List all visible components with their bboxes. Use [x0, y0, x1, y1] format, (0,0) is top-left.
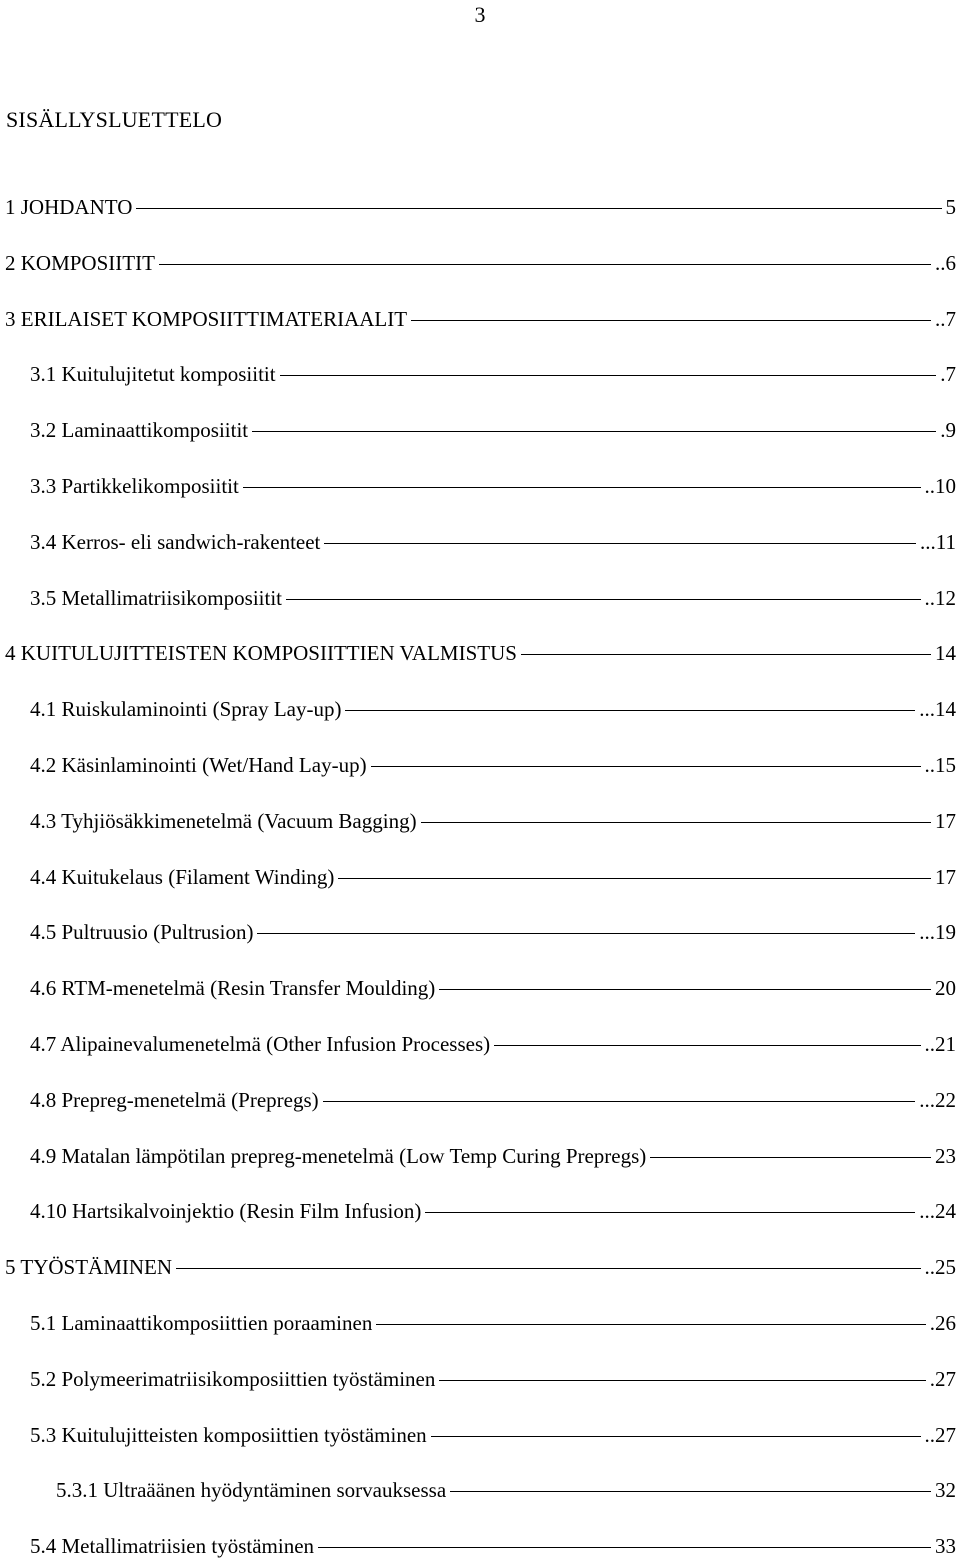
toc-entry	[30, 1086, 956, 1114]
toc-leader-line	[439, 989, 931, 990]
toc-entry	[30, 360, 956, 388]
toc-entry	[30, 528, 956, 556]
toc-entry-page: ...19	[919, 920, 956, 945]
toc-entry	[30, 416, 956, 444]
toc-entry	[5, 249, 956, 277]
toc-entry-text: 3 ERILAISET KOMPOSIITTIMATERIAALIT	[5, 306, 408, 331]
toc-entry-text: 5 TYÖSTÄMINEN	[5, 1255, 173, 1280]
toc-leader-line	[323, 1101, 916, 1102]
toc-entry	[30, 863, 956, 891]
toc-entry-page: 23	[935, 1143, 956, 1168]
toc-entry	[30, 918, 956, 946]
toc-entry-text: 4.5 Pultruusio (Pultrusion)	[30, 920, 254, 945]
toc-entry-page: ..7	[935, 306, 956, 331]
toc-entry	[30, 1030, 956, 1058]
toc-entry-text: 5.3.1 Ultraäänen hyödyntäminen sorvauksessa	[56, 1478, 447, 1503]
toc-leader-line	[494, 1045, 920, 1046]
toc-leader-line	[650, 1157, 931, 1158]
toc-entry-text: 2 KOMPOSIITIT	[5, 250, 155, 275]
toc-leader-line	[411, 320, 931, 321]
toc-leader-line	[439, 1380, 925, 1381]
toc-title: SISÄLLYSLUETTELO	[6, 107, 223, 132]
toc-entry-text: 4.4 Kuitukelaus (Filament Winding)	[30, 864, 335, 889]
toc-entry	[56, 1476, 956, 1504]
toc-entry-page: 5	[945, 195, 956, 219]
toc-entry	[30, 807, 956, 835]
toc-entry-page: ..25	[924, 1255, 956, 1280]
toc-entry-page: 17	[935, 864, 956, 889]
toc-leader-line	[376, 1324, 925, 1325]
toc-entry-text: 5.4 Metallimatriisien työstäminen	[30, 1534, 315, 1559]
toc-entry-page: .26	[929, 1311, 956, 1335]
toc-entry-page: ...14	[919, 697, 956, 722]
toc-leader-line	[159, 264, 931, 265]
toc-entry	[5, 305, 956, 333]
toc-entry-text: 4.3 Tyhjiösäkkimenetelmä (Vacuum Bagging)	[30, 808, 417, 833]
toc-entry	[30, 1142, 956, 1170]
toc-entry-page: .7	[940, 362, 956, 387]
toc-leader-line	[425, 1212, 915, 1213]
toc-entry-text: 4.7 Alipainevalumenetelmä (Other Infusion Processes)	[30, 1032, 491, 1056]
toc-entry	[30, 974, 956, 1002]
toc-entry-text: 4.8 Prepreg-menetelmä (Prepregs)	[30, 1087, 319, 1112]
toc-entry	[5, 639, 956, 667]
toc-entry-text: 5.3 Kuitulujitteisten komposiittien työstäminen	[30, 1422, 427, 1447]
toc-entry-text: 3.5 Metallimatriisikomposiitit	[30, 585, 282, 610]
page-number: 3	[474, 2, 486, 27]
toc-entry-text: 1 JOHDANTO	[5, 195, 133, 219]
toc-leader-line	[521, 654, 931, 655]
toc-leader-line	[450, 1491, 931, 1492]
toc-leader-line	[176, 1268, 920, 1269]
toc-leader-line	[243, 487, 921, 488]
toc-entry-text: 4 KUITULUJITTEISTEN KOMPOSIITTIEN VALMISTUS	[5, 641, 517, 666]
toc-entry-page: 33	[935, 1534, 956, 1559]
toc-leader-line	[345, 710, 915, 711]
toc-leader-line	[280, 375, 937, 376]
toc-entry-text: 3.2 Laminaattikomposiitit	[30, 418, 249, 443]
toc-entry-text: 4.2 Käsinlaminointi (Wet/Hand Lay-up)	[30, 753, 367, 777]
toc-entry-text: 4.6 RTM-menetelmä (Resin Transfer Moulding)	[30, 976, 436, 1001]
toc-leader-line	[421, 822, 931, 823]
toc-entry-text: 5.1 Laminaattikomposiittien poraaminen	[30, 1311, 373, 1335]
toc-entry-page: .27	[929, 1366, 956, 1391]
toc-leader-line	[431, 1436, 921, 1437]
toc-entry-page: ..10	[924, 474, 956, 498]
toc-entry-page: 17	[935, 808, 956, 833]
toc-leader-line	[318, 1547, 931, 1548]
toc-leader-line	[324, 543, 916, 544]
toc-entry	[30, 1421, 956, 1449]
toc-entry-page: ..12	[924, 585, 956, 610]
toc-entry-text: 3.4 Kerros- eli sandwich-rakenteet	[30, 529, 321, 554]
toc-entry-page: ..15	[924, 753, 956, 777]
toc-leader-line	[286, 599, 921, 600]
toc-entry-page: 20	[935, 976, 956, 1001]
toc-entry-text: 5.2 Polymeerimatriisikomposiittien työstäminen	[30, 1366, 436, 1391]
toc-entry-page: .9	[940, 418, 956, 443]
toc-entry	[5, 1253, 956, 1281]
toc-entry-text: 3.1 Kuitulujitetut komposiitit	[30, 362, 276, 387]
toc-entry-page: ..21	[924, 1032, 956, 1056]
toc-entry-text: 4.1 Ruiskulaminointi (Spray Lay-up)	[30, 697, 342, 722]
toc-entry-page: ..27	[924, 1422, 956, 1447]
toc-entry	[30, 1532, 956, 1560]
toc-entry	[30, 1365, 956, 1393]
toc-entry-text: 3.3 Partikkelikomposiitit	[30, 474, 239, 498]
toc-entry-page: ...22	[919, 1087, 956, 1112]
toc-entry-page: ...11	[920, 529, 956, 554]
toc-entry	[30, 695, 956, 723]
toc-entry	[30, 751, 956, 779]
toc-entry-text: 4.10 Hartsikalvoinjektio (Resin Film Infusion)	[30, 1199, 422, 1224]
toc-entry-page: ..6	[935, 250, 956, 275]
toc-entry	[30, 584, 956, 612]
toc-leader-line	[252, 431, 936, 432]
toc-entry	[5, 193, 956, 221]
toc-entry	[30, 1197, 956, 1225]
toc-entry-page: 14	[935, 641, 956, 666]
toc-leader-line	[257, 933, 915, 934]
toc-entry-page: 32	[935, 1478, 956, 1503]
toc-entry	[30, 472, 956, 500]
toc-leader-line	[371, 766, 921, 767]
toc-leader-line	[136, 208, 941, 209]
toc-leader-line	[338, 878, 931, 879]
toc-entry-text: 4.9 Matalan lämpötilan prepreg-menetelmä (Low Temp Curing Prepregs)	[30, 1143, 647, 1168]
toc-entry-page: ...24	[919, 1199, 956, 1224]
toc-entry	[30, 1309, 956, 1337]
